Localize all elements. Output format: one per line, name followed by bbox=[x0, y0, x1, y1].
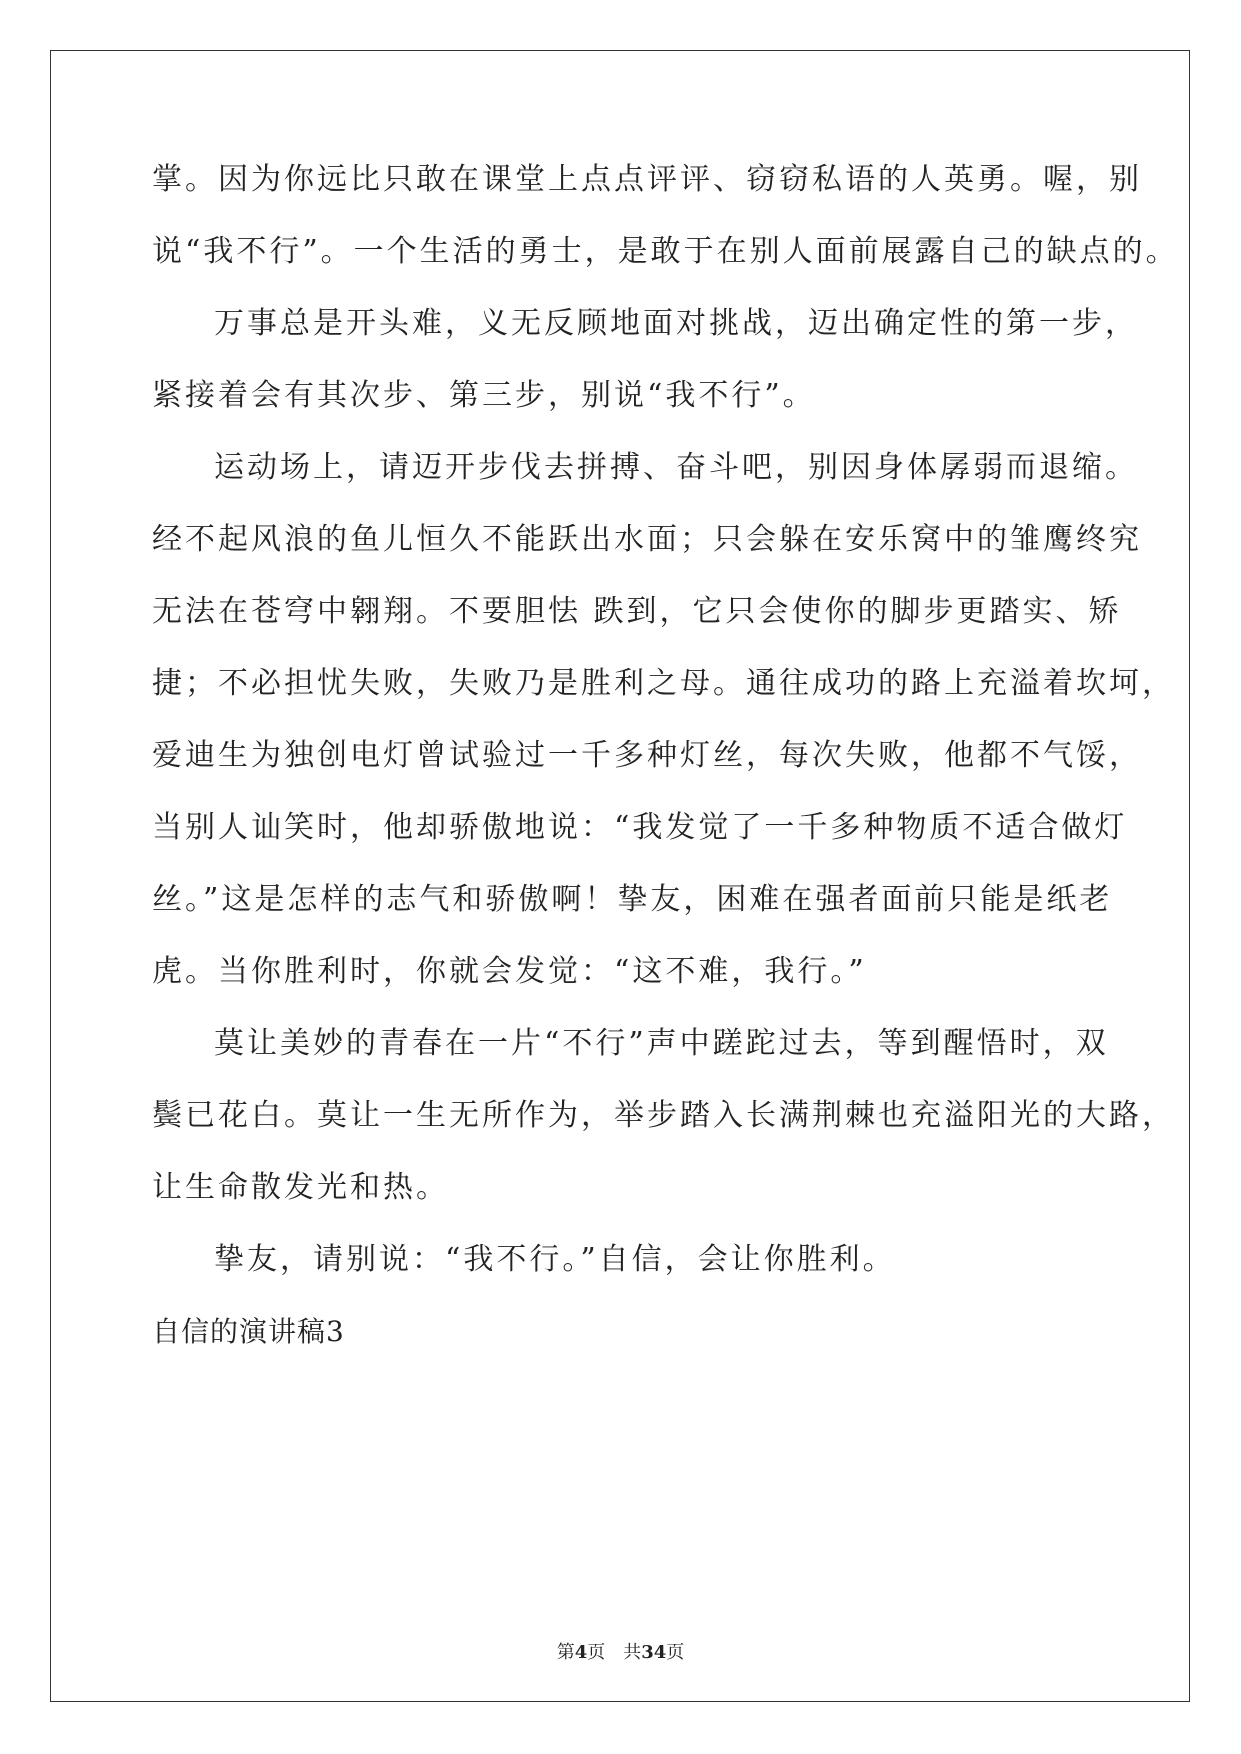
paragraph-line: 经不起风浪的鱼儿恒久不能跃出水面；只会躲在安乐窝中的雏鹰终究 bbox=[152, 522, 1142, 557]
paragraph-line: 虎。当你胜利时，你就会发觉：“这不难，我行。” bbox=[152, 954, 867, 989]
page-footer bbox=[0, 1638, 1241, 1664]
page-prefix: 第 bbox=[556, 1642, 575, 1663]
paragraph-line: 莫让美妙的青春在一片“不行”声中蹉跎过去，等到醒悟时，双 bbox=[214, 1026, 1109, 1061]
page-number: 4 bbox=[574, 1642, 588, 1663]
paragraph-line: 鬓已花白。莫让一生无所作为，举步踏入长满荆棘也充溢阳光的大路， bbox=[152, 1098, 1175, 1133]
paragraph-line: 丝。”这是怎样的志气和骄傲啊！挚友，困难在强者面前只能是纸老 bbox=[152, 882, 1113, 917]
paragraph-line: 说“我不行”。一个生活的勇士，是敢于在别人面前展露自己的缺点的。 bbox=[152, 234, 1179, 269]
paragraph-line: 捷；不必担忧失败，失败乃是胜利之母。通往成功的路上充溢着坎坷， bbox=[152, 666, 1175, 701]
total-suffix: 页 bbox=[666, 1642, 685, 1663]
paragraph-line: 万事总是开头难，义无反顾地面对挑战，迈出确定性的第一步， bbox=[214, 306, 1138, 341]
paragraph-line: 掌。因为你远比只敢在课堂上点点评评、窃窃私语的人英勇。喔，别 bbox=[152, 162, 1142, 197]
total-prefix: 共 bbox=[623, 1642, 642, 1663]
paragraph-line: 紧接着会有其次步、第三步，别说“我不行”。 bbox=[152, 378, 816, 413]
section-heading: 自信的演讲稿3 bbox=[152, 1315, 345, 1348]
paragraph-line: 无法在苍穹中翱翔。不要胆怯 跌到，它只会使你的脚步更踏实、矫 bbox=[152, 594, 1122, 629]
paragraph-line: 运动场上，请迈开步伐去拼搏、奋斗吧，别因身体孱弱而退缩。 bbox=[214, 450, 1138, 485]
page-suffix: 页 bbox=[587, 1642, 606, 1663]
paragraph-line: 当别人讪笑时，他却骄傲地说：“我发觉了一千多种物质不适合做灯 bbox=[152, 810, 1128, 845]
paragraph-line: 让生命散发光和热。 bbox=[152, 1170, 449, 1205]
paragraph-line: 挚友，请别说：“我不行。”自信，会让你胜利。 bbox=[214, 1242, 896, 1277]
total-pages: 34 bbox=[641, 1642, 667, 1663]
paragraph-line: 爱迪生为独创电灯曾试验过一千多种灯丝，每次失败，他都不气馁， bbox=[152, 738, 1142, 773]
page-frame bbox=[50, 50, 1190, 1702]
